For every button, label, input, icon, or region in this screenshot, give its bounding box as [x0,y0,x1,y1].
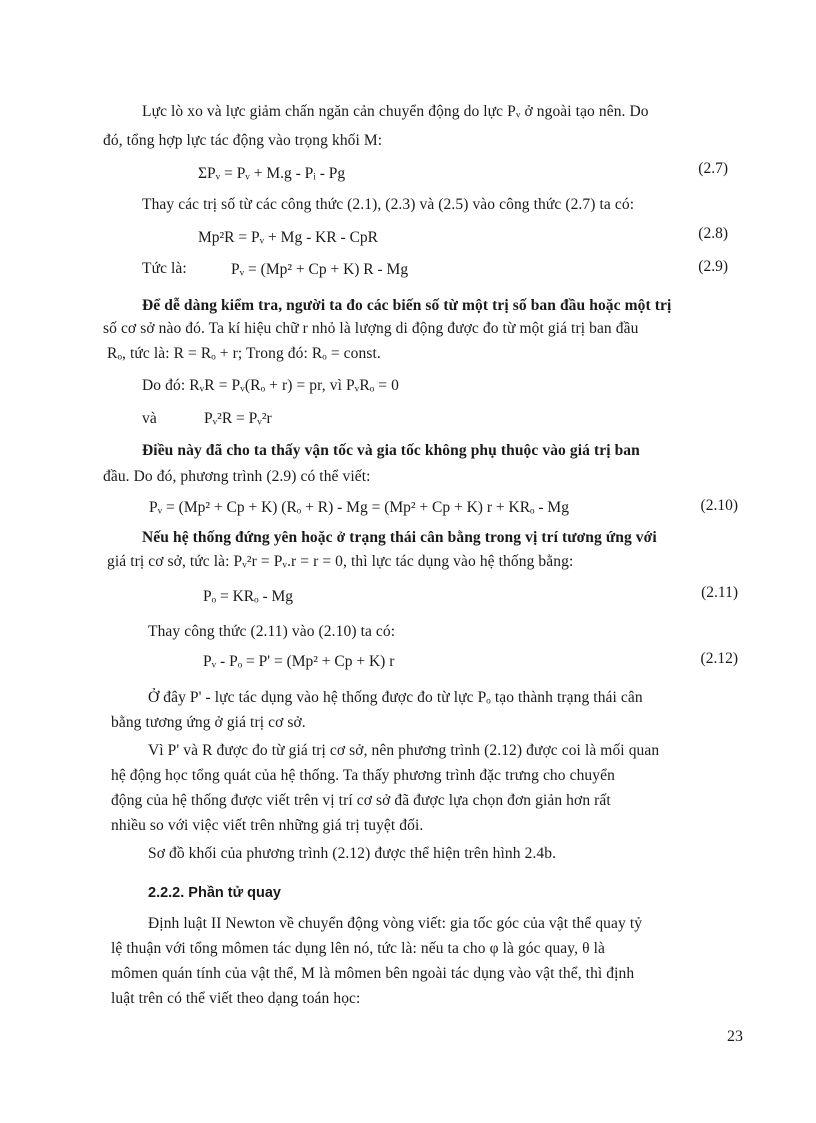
paragraph-line: và [142,410,157,427]
paragraph-line: lệ thuận với tổng mômen tác dụng lên nó, tức là: nếu ta cho φ là góc quay, θ là [111,940,605,957]
paragraph-line: động của hệ thống được viết trên vị trí cơ sở đã được lựa chọn đơn giản hơn rất [111,792,611,809]
paragraph-line: đó, tổng hợp lực tác động vào trọng khối M: [103,132,383,149]
equation: Pᵥ²R = Pᵥ²r [204,410,272,427]
equation-2-9: Pᵥ = (Mp² + Cp + K) R - Mg [231,261,409,278]
paragraph-line: Điều này đã cho ta thấy vận tốc và gia tốc không phụ thuộc vào giá trị ban [142,442,640,459]
equation-2-10: Pᵥ = (Mp² + Cp + K) (Rₒ + R) - Mg = (Mp² + Cp + K) r + KRₒ - Mg [149,499,569,516]
paragraph-line: Sơ đồ khối của phương trình (2.12) được thể hiện trên hình 2.4b. [148,845,557,862]
equation-number: (2.12) [700,650,738,667]
paragraph-line: nhiều so với việc viết trên những giá trị tuyệt đối. [111,817,424,834]
paragraph-line: Để dễ dàng kiểm tra, người ta đo các biến số từ một trị số ban đầu hoặc một trị [142,297,672,314]
equation-number: (2.9) [698,258,728,275]
paragraph-line: đầu. Do đó, phương trình (2.9) có thể viết: [103,468,371,485]
paragraph-line: bằng tương ứng ở giá trị cơ sở. [111,714,306,731]
page-number: 23 [727,1028,743,1045]
equation-2-7: ΣPᵥ = Pᵥ + M.g - Pᵢ - Pg [198,165,346,182]
paragraph-line: Rₒ, tức là: R = Rₒ + r; Trong đó: Rₒ = const. [107,345,381,362]
equation-number: (2.11) [701,584,738,601]
equation-2-12: Pᵥ - Pₒ = P' = (Mp² + Cp + K) r [203,653,395,670]
paragraph-line: hệ động học tổng quát của hệ thống. Ta thấy phương trình đặc trưng cho chuyển [111,767,615,784]
equation-number: (2.7) [698,160,728,177]
paragraph-line: Nếu hệ thống đứng yên hoặc ở trạng thái cân bằng trong vị trí tương ứng với [142,529,657,546]
equation-number: (2.8) [698,225,728,242]
section-heading: 2.2.2. Phần tử quay [148,885,281,901]
paragraph-line: luật trên có thể viết theo dạng toán học: [111,990,361,1007]
paragraph-line: Ở đây P' - lực tác dụng vào hệ thống được đo từ lực Pₒ tạo thành trạng thái cân [148,689,643,706]
paragraph-line: Vì P' và R được đo từ giá trị cơ sở, nên phương trình (2.12) được coi là mối quan [148,742,660,759]
paragraph-line: Tức là: [142,260,187,277]
paragraph-line: Định luật II Newton về chuyển động vòng viết: gia tốc góc của vật thể quay tỷ [148,915,643,932]
paragraph-line: số cơ sở nào đó. Ta kí hiệu chữ r nhỏ là lượng di động được đo từ một giá trị ban đầu [103,320,639,337]
paragraph-line: Thay công thức (2.11) vào (2.10) ta có: [148,623,396,640]
paragraph-line: Lực lò xo và lực giảm chấn ngăn cản chuyển động do lực Pᵥ ở ngoài tạo nên. Do [142,103,649,120]
equation-number: (2.10) [700,497,738,514]
paragraph-line: mômen quán tính của vật thể, M là mômen bên ngoài tác dụng vào vật thể, thì định [111,965,635,982]
paragraph-line: Do đó: RᵥR = Pᵥ(Rₒ + r) = pr, vì PᵥRₒ = 0 [142,377,399,394]
equation-2-11: Pₒ = KRₒ - Mg [203,588,294,605]
paragraph-line: giá trị cơ sở, tức là: Pᵥ²r = Pᵥ.r = r = 0, thì lực tác dụng vào hệ thống bằng: [107,553,574,570]
paragraph-line: Thay các trị số từ các công thức (2.1), (2.3) và (2.5) vào công thức (2.7) ta có: [142,196,635,213]
equation-2-8: Mp²R = Pᵥ + Mg - KR - CpR [198,229,378,246]
